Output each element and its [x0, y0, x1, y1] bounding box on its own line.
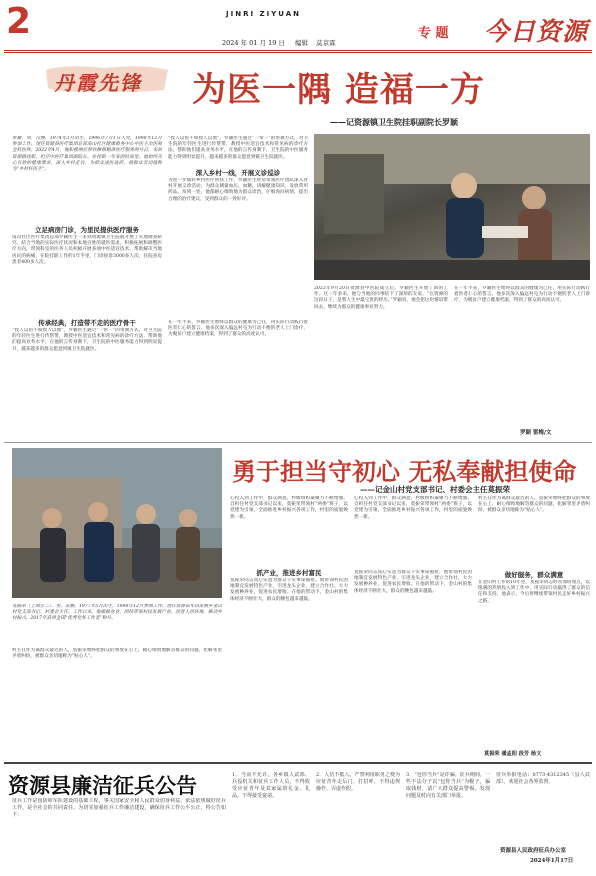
- article3-date: 2024年1月17日: [530, 858, 574, 864]
- article3-body-3: 2．人伍不抵人。严禁利用职务之便为应征青年走后门、打招呼，不得违规操作、弄虚作假。: [316, 772, 400, 792]
- article2-subhead: ——记金山村党支部书记、村委会主任莫振荣: [360, 485, 510, 494]
- masthead-logo: 今日资源: [484, 17, 589, 46]
- article2-body-left: 村主任作为离群众最近的人，莫振荣始终把群众的事放在心上，耐心细致地解答群众的问题，化解邻里矛盾纠纷，被群众亲切地称为“贴心人”。: [12, 648, 222, 660]
- column-logo: [44, 64, 170, 94]
- article2-body-4: 在金山村工作的10年里，莫振荣同志经常加班加点，以饱满的热情投入到工作中，用实际行动赢得了群众的信任和支持。他表示，今后将继续带领村民走好乡村振兴之路。: [478, 580, 590, 604]
- article3-body-4: 3．“包你当兵”是诈骗。征兵期间，一些不法分子以“包你当兵”为幌子，骗取钱财，请广大群众提高警惕，发现问题及时向有关部门举报。: [406, 772, 490, 799]
- article1-body-3: 为进一步做好乡村医疗帮扶工作，罗颖医生经常带领医疗团队深入各村开展义诊活动，为群众测量血压、血糖，讲解健康知识，发放常用药品。每到一处，他都耐心细致地为群众诊治，仔细询问病情，提出合理的治疗建议，受到群众的一致好评。: [168, 178, 308, 202]
- article2-byline: 莫振荣 潘孟阳 段芳 杨文: [484, 751, 542, 757]
- article1-body-5: 2023年9月20日资源县中医院成立后，罗颖医生开始了新的工作。这一年多来，他与当地的同事结下了深厚的友谊。“在资源的这段日子，是我人生中最宝贵的经历。”罗颖说，他会把这份情谊带回去，继续为群众的健康事业努力。: [314, 286, 448, 310]
- article2-headline: 勇于担当守初心 无私奉献担使命: [232, 458, 577, 486]
- article3-body-1: 征兵工作是国防和军队建设的基础工程，事关国家安全和人民群众切身利益。依法依规做好征兵工作，是全社会的共同责任。为切实加强征兵工作廉洁建设，确保征兵工作公平公正，特公告如下：: [12, 798, 226, 818]
- doctor-visit-photo-graphic: [314, 134, 590, 280]
- article1-headline: 为医一隅 造福一方: [192, 70, 485, 110]
- date-line: [222, 38, 336, 47]
- article1-body-1: 南山社区医疗集团总部罗颖医生一来到资源镇卫生院就开展了实地调查研究，结合当地的实际医疗状况和本地百姓的就医需求，积极拓展和调整医疗方向，带领科室的医务人员积极开展多项中医适宜技术，帮助解决当地居民的病痛，在院挂职工作的1年半里，门诊接诊3000多人次，住院查房患者400多人次。: [12, 235, 162, 265]
- header-rule-thin: [4, 52, 592, 53]
- village-visit-photo-graphic: [12, 448, 222, 598]
- article2-subtitle-2: 做好服务，群众满意: [504, 571, 564, 579]
- article1-subtitle-3: 深入乡村一线，开展义诊巡诊: [195, 169, 281, 177]
- article1-byline: 罗颖 雷梅/文: [520, 430, 552, 436]
- editor-label: 编辑: [295, 39, 308, 47]
- article1-subtitle-1: 立足病房门诊，为里民提供医疗服务: [35, 226, 139, 234]
- article1-subhead: ——记资源镇卫生院挂职副院长罗颖: [330, 117, 458, 127]
- section-name: 专 题: [418, 26, 449, 41]
- article1-body-2b: “授人以鱼不如授人以渔”。罗颖医生通过“一带一”的带教方式，对卫生院的年轻医生进行传帮带，教授中医适宜技术和常见病的诊疗方法，帮助他们提高业务水平。在他的言传身教下，卫生院的中医服务能力得到明显提升，越来越多的群众愿意到镇卫生院就医。: [168, 136, 308, 160]
- section-divider-1: [4, 442, 592, 443]
- article2-body-1c: 村主任作为离群众最近的人，莫振荣始终把群众的事放在心上，耐心细致地解答群众的问题，化解邻里矛盾纠纷，被群众亲切地称为“贴心人”。: [478, 496, 590, 514]
- article1-bio: 罗颖，男，汉族，1974年3月出生，1996年7月1日入党，1998年12月参加工作，现任资源县医疗集团总部南山社区健康服务中心中医主治医师全科医师。2022年4月，他积极响应帮扶维修精准医疗服务的号召，来到资源镇挂职，担任中医疗集团副院长。在挂职一年多的时间里，他始终关心百姓的健康需求，深入乡村走访，为群众送医送药，被群众亲切地称为“乡村好医生”。: [12, 136, 162, 173]
- article1-body-2: “授人以鱼不如授人以渔”。罗颖医生通过“一带一”的带教方式，对卫生院的年轻医生进行传帮带，教授中医适宜技术和常见病的诊疗方法，帮助他们提高业务水平。在他的言传身教下，卫生院的中医服务能力得到明显提升，越来越多的群众愿意到镇卫生院就医。: [12, 328, 162, 352]
- article1-subtitle-2: 传承经典，打造带不走的医疗骨干: [38, 319, 136, 327]
- issue-date: 2024 年 01 月 19 日: [222, 39, 285, 47]
- article1-body-5b: 在一年半来，罗颖医生始终以群众的健康为己任，用实际行动践行着医者仁心的誓言。他多次深入偏远村屯为行动不便的老人上门诊疗，为脱贫户建立健康档案，得到了群众的高度认可。: [454, 286, 590, 304]
- article3-signer: 资源县人民政府征兵办公室: [500, 848, 567, 854]
- section-divider-2: [4, 762, 592, 764]
- article3-body-5: 征兵举报电话：0773-4312345（县人武部）。欢迎社会各界监督。: [496, 772, 590, 785]
- column-logo-text: 丹霞先锋: [54, 71, 142, 95]
- header-rule: [4, 50, 592, 51]
- article1-photo: [314, 134, 590, 280]
- article2-subtitle-1: 抓产业，推进乡村富民: [256, 569, 322, 577]
- article2-body-1b: 心投入到工作中，群众满意，村级组织凝聚力不断增强。自担任村党支部书记以来，莫振荣带领村“两委”班子，以党建为引领，全面推进乡村振兴各项工作，村里的面貌焕然一新。: [354, 496, 472, 520]
- article2-body-3: 莫振荣同志真心实意为群众干实事谋福祉。他带领村民因地制宜发展特色产业，引进龙头企业，建立合作社，大力发展种养业，促进农民增收。在他的带动下，金山村的集体经济不断壮大，群众的腰包越来越鼓。: [354, 570, 472, 594]
- article1-body-4: 在一年半来，罗颖医生始终以群众的健康为己任，用实际行动践行着医者仁心的誓言。他多次深入偏远村屯为行动不便的老人上门诊疗，为脱贫户建立健康档案，得到了群众的高度认可。: [168, 320, 308, 338]
- pinyin-title: JINRI ZIYUAN: [226, 10, 301, 18]
- article2-body-2: 莫振荣同志真心实意为群众干实事谋福祉。他带领村民因地制宜发展特色产业，引进龙头企业，建立合作社，大力发展种养业，促进农民增收。在他的带动下，金山村的集体经济不断壮大，群众的腰包越来越鼓。: [230, 578, 348, 602]
- editor-name: 莫京霖: [316, 39, 336, 47]
- article2-body-1: 心投入到工作中，群众满意，村级组织凝聚力不断增强。自担任村党支部书记以来，莫振荣带领村“两委”班子，以党建为引领，全面推进乡村振兴各项工作，村里的面貌焕然一新。: [230, 496, 348, 520]
- article3-body-2: 1．当前不允许。各乡镇人武部、兵役机关和征兵工作人员，不得收受应征青年及其家属的礼金、礼品，不得接受宴请。: [232, 772, 310, 799]
- article2-photo: [12, 448, 222, 598]
- page-number: 2: [6, 1, 32, 42]
- page-header: [0, 0, 596, 56]
- article3-headline: 资源县廉洁征兵公告: [8, 774, 197, 798]
- article2-bio: 莫振荣（上图左二），男，苗族，1977年5月出生，1998年12月参加工作，现任资源县车田苗族乡金山村党支部书记、村委会主任。工作以来，他兢兢业业，团结带领村民发展产业，改善人居环境，推动乡村振兴，2017年获得全国“优秀党务工作者”称号。: [12, 604, 222, 622]
